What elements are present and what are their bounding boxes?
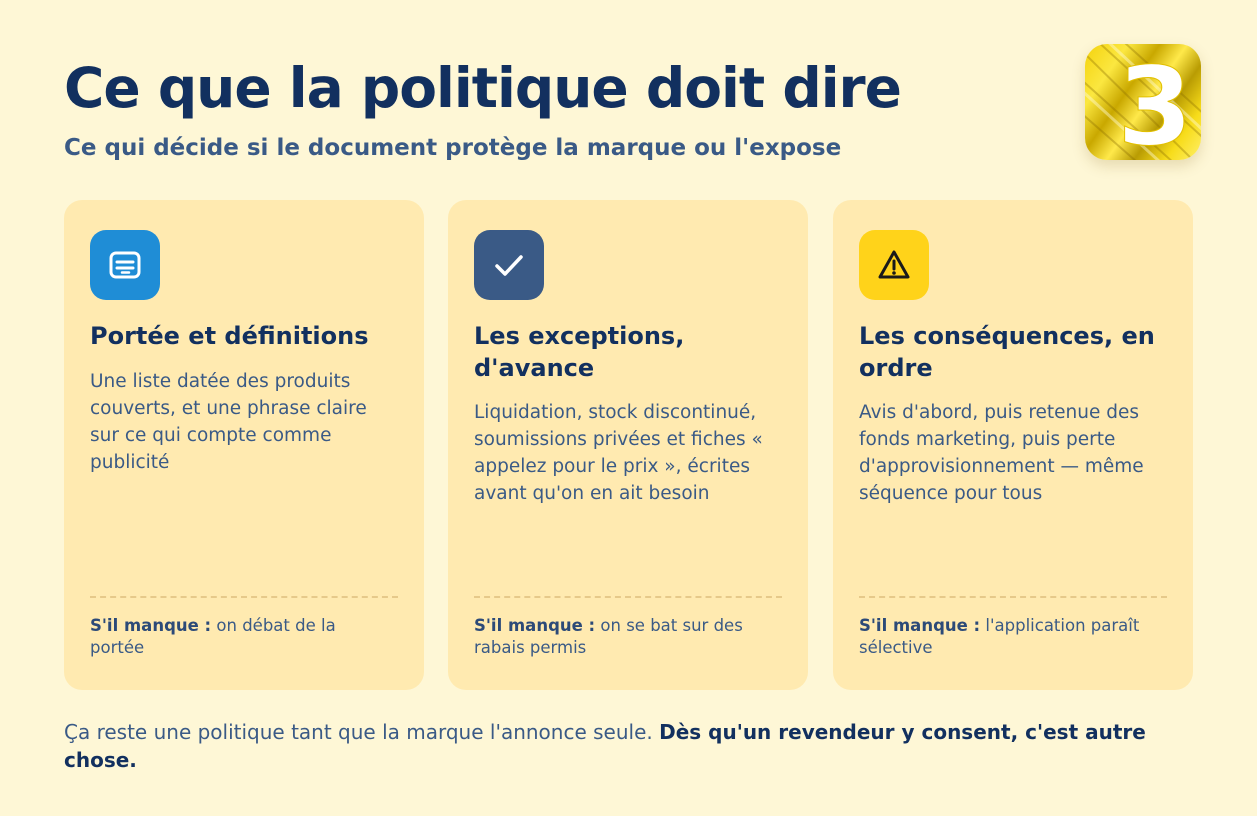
card-footer xyxy=(90,615,390,659)
card-title: Portée et définitions xyxy=(90,322,369,350)
card-footer-label: S'il manque : xyxy=(474,616,596,635)
card-footer-label: S'il manque : xyxy=(90,616,212,635)
card-footer xyxy=(474,615,774,659)
footer-emphasis: Dès qu'un revendeur y consent, c'est autre chose. xyxy=(64,720,1146,772)
checkmark-icon xyxy=(474,230,544,300)
card-title: Les conséquences, en ordre xyxy=(859,322,1155,382)
footer-text: Ça reste une politique tant que la marque l'annonce seule. xyxy=(64,720,660,744)
card-divider xyxy=(859,596,1167,598)
card-footer-text: l'application paraît sélective xyxy=(859,616,1140,657)
card-body: Liquidation, stock discontinué, soumissions privées et fiches « appelez pour le prix », écrites avant qu'on en ait besoin xyxy=(474,402,763,504)
card-title: Les exceptions, d'avance xyxy=(474,322,685,382)
card-divider xyxy=(90,596,398,598)
card-footer xyxy=(859,615,1159,659)
card-body: Une liste datée des produits couverts, et une phrase claire sur ce qui compte comme publicité xyxy=(90,371,367,473)
page-subtitle: Ce qui décide si le document protège la marque ou l'expose xyxy=(64,135,842,161)
warning-icon xyxy=(859,230,929,300)
brand-logo xyxy=(1085,44,1201,160)
card-footer-text: on débat de la portée xyxy=(90,616,336,657)
card-footer-label: S'il manque : xyxy=(859,616,981,635)
card-footer-text: on se bat sur des rabais permis xyxy=(474,616,743,657)
card-consequences xyxy=(833,200,1193,690)
page-title: Ce que la politique doit dire xyxy=(64,56,901,120)
logo-digit: 3 xyxy=(1117,45,1193,160)
card-scope xyxy=(64,200,424,690)
card-divider xyxy=(474,596,782,598)
footer-note xyxy=(64,718,1184,774)
card-exceptions xyxy=(448,200,808,690)
document-icon xyxy=(90,230,160,300)
card-body: Avis d'abord, puis retenue des fonds marketing, puis perte d'approvisionnement — même séquence pour tous xyxy=(859,402,1144,504)
